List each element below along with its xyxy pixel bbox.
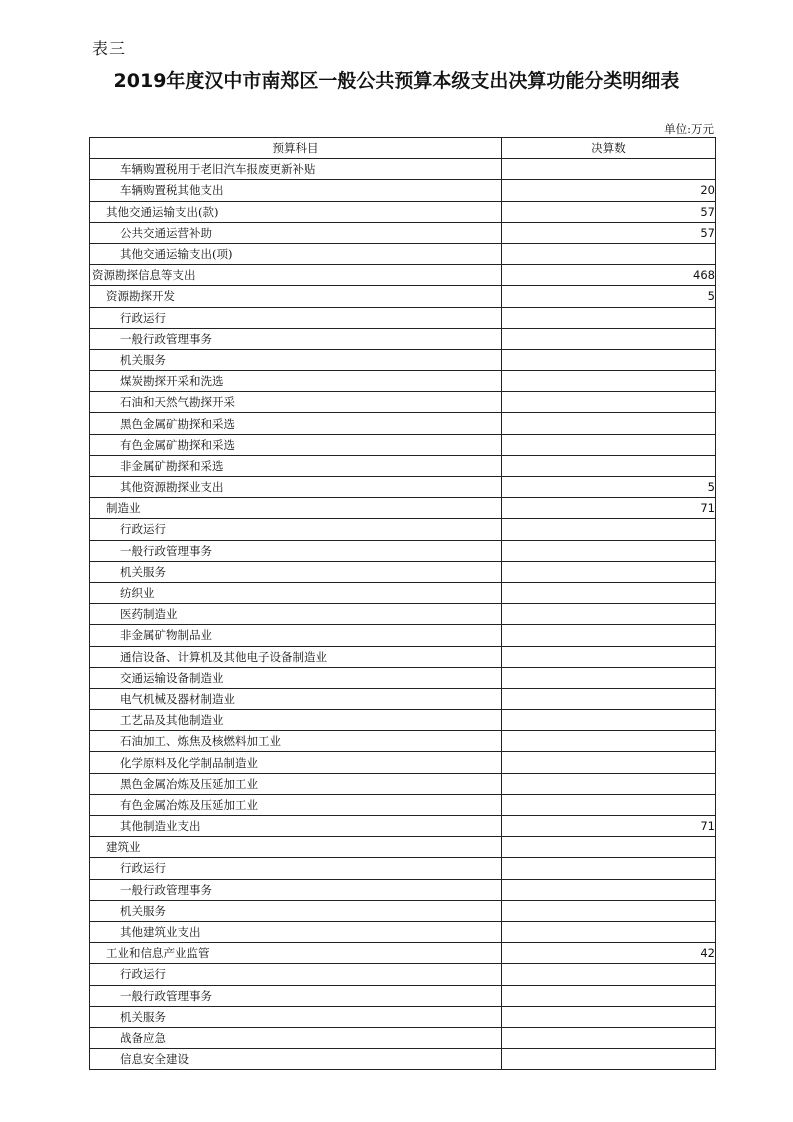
final-amount-value — [502, 392, 716, 413]
final-amount-value — [502, 667, 716, 688]
budget-item-name: 黑色金属冶炼及压延加工业 — [90, 773, 502, 794]
budget-item-name: 化学原料及化学制品制造业 — [90, 752, 502, 773]
final-amount-value: 57 — [502, 201, 716, 222]
table-row — [90, 201, 716, 222]
final-amount-value — [502, 307, 716, 328]
budget-item-name: 机关服务 — [90, 1006, 502, 1027]
table-row — [90, 392, 716, 413]
budget-table — [89, 137, 716, 1070]
final-amount-value — [502, 159, 716, 180]
table-row — [90, 371, 716, 392]
final-amount-value: 42 — [502, 943, 716, 964]
budget-item-name: 有色金属冶炼及压延加工业 — [90, 794, 502, 815]
final-amount-value: 5 — [502, 286, 716, 307]
table-row — [90, 477, 716, 498]
budget-item-name: 有色金属矿勘探和采选 — [90, 434, 502, 455]
budget-item-name: 制造业 — [90, 498, 502, 519]
final-amount-value — [502, 540, 716, 561]
budget-item-name: 非金属矿物制品业 — [90, 625, 502, 646]
budget-item-name: 医药制造业 — [90, 604, 502, 625]
final-amount-value — [502, 900, 716, 921]
table-row — [90, 222, 716, 243]
document-title: 2019年度汉中市南郑区一般公共预算本级支出决算功能分类明细表 — [113, 70, 680, 92]
table-row — [90, 837, 716, 858]
table-row — [90, 1049, 716, 1070]
final-amount-value — [502, 582, 716, 603]
unit-label: 单位:万元 — [664, 122, 714, 136]
final-amount-value — [502, 604, 716, 625]
table-row — [90, 858, 716, 879]
table-header-row — [90, 138, 716, 159]
final-amount-value — [502, 349, 716, 370]
budget-item-name: 煤炭勘探开采和洗选 — [90, 371, 502, 392]
table-row — [90, 688, 716, 709]
final-amount-value — [502, 837, 716, 858]
final-amount-value: 20 — [502, 180, 716, 201]
table-row — [90, 752, 716, 773]
budget-item-name: 其他交通运输支出(款) — [90, 201, 502, 222]
final-amount-value — [502, 646, 716, 667]
table-row — [90, 625, 716, 646]
table-row — [90, 328, 716, 349]
final-amount-value — [502, 752, 716, 773]
table-label: 表三 — [92, 39, 127, 58]
table-row — [90, 710, 716, 731]
budget-item-name: 纺织业 — [90, 582, 502, 603]
final-amount-value — [502, 710, 716, 731]
table-row — [90, 582, 716, 603]
table-row — [90, 964, 716, 985]
budget-item-name: 建筑业 — [90, 837, 502, 858]
final-amount-value — [502, 731, 716, 752]
budget-item-name: 其他制造业支出 — [90, 816, 502, 837]
table-row — [90, 1027, 716, 1048]
budget-item-name: 黑色金属矿勘探和采选 — [90, 413, 502, 434]
final-amount-value — [502, 243, 716, 264]
table-row — [90, 498, 716, 519]
budget-item-name: 车辆购置税其他支出 — [90, 180, 502, 201]
final-amount-value — [502, 413, 716, 434]
budget-item-name: 电气机械及器材制造业 — [90, 688, 502, 709]
final-amount-value — [502, 858, 716, 879]
budget-item-name: 石油和天然气勘探开采 — [90, 392, 502, 413]
budget-item-name: 行政运行 — [90, 858, 502, 879]
budget-item-name: 工艺品及其他制造业 — [90, 710, 502, 731]
final-amount-value — [502, 985, 716, 1006]
budget-item-name: 其他资源勘探业支出 — [90, 477, 502, 498]
final-amount-value — [502, 773, 716, 794]
budget-item-name: 机关服务 — [90, 349, 502, 370]
table-row — [90, 667, 716, 688]
table-row — [90, 646, 716, 667]
table-body — [90, 159, 716, 1070]
budget-item-name: 公共交通运营补助 — [90, 222, 502, 243]
budget-item-name: 一般行政管理事务 — [90, 879, 502, 900]
final-amount-value — [502, 371, 716, 392]
table-row — [90, 349, 716, 370]
final-amount-value — [502, 434, 716, 455]
final-amount-value: 5 — [502, 477, 716, 498]
final-amount-value — [502, 561, 716, 582]
table-row — [90, 604, 716, 625]
budget-item-name: 机关服务 — [90, 900, 502, 921]
header-budget-item: 预算科目 — [90, 138, 502, 159]
budget-item-name: 一般行政管理事务 — [90, 985, 502, 1006]
table-row — [90, 879, 716, 900]
budget-item-name: 一般行政管理事务 — [90, 540, 502, 561]
budget-item-name: 一般行政管理事务 — [90, 328, 502, 349]
final-amount-value — [502, 879, 716, 900]
budget-item-name: 资源勘探信息等支出 — [90, 265, 502, 286]
table-row — [90, 265, 716, 286]
table-row — [90, 286, 716, 307]
budget-item-name: 交通运输设备制造业 — [90, 667, 502, 688]
final-amount-value — [502, 794, 716, 815]
budget-item-name: 行政运行 — [90, 519, 502, 540]
table-row — [90, 180, 716, 201]
table-row — [90, 561, 716, 582]
table-row — [90, 307, 716, 328]
budget-item-name: 其他建筑业支出 — [90, 921, 502, 942]
budget-item-name: 资源勘探开发 — [90, 286, 502, 307]
table-row — [90, 413, 716, 434]
table-row — [90, 540, 716, 561]
final-amount-value — [502, 1049, 716, 1070]
final-amount-value — [502, 964, 716, 985]
budget-item-name: 通信设备、计算机及其他电子设备制造业 — [90, 646, 502, 667]
final-amount-value — [502, 1027, 716, 1048]
final-amount-value: 468 — [502, 265, 716, 286]
budget-item-name: 其他交通运输支出(项) — [90, 243, 502, 264]
final-amount-value — [502, 688, 716, 709]
budget-item-name: 工业和信息产业监管 — [90, 943, 502, 964]
table-row — [90, 985, 716, 1006]
budget-item-name: 石油加工、炼焦及核燃料加工业 — [90, 731, 502, 752]
budget-item-name: 行政运行 — [90, 307, 502, 328]
budget-item-name: 车辆购置税用于老旧汽车报废更新补贴 — [90, 159, 502, 180]
budget-item-name: 机关服务 — [90, 561, 502, 582]
final-amount-value — [502, 921, 716, 942]
budget-item-name: 信息安全建设 — [90, 1049, 502, 1070]
table-row — [90, 794, 716, 815]
table-row — [90, 731, 716, 752]
table-row — [90, 434, 716, 455]
table-row — [90, 773, 716, 794]
table-row — [90, 455, 716, 476]
table-row — [90, 159, 716, 180]
table-row — [90, 1006, 716, 1027]
final-amount-value: 57 — [502, 222, 716, 243]
final-amount-value: 71 — [502, 498, 716, 519]
final-amount-value — [502, 328, 716, 349]
final-amount-value — [502, 455, 716, 476]
table-row — [90, 519, 716, 540]
budget-item-name: 非金属矿勘探和采选 — [90, 455, 502, 476]
final-amount-value — [502, 519, 716, 540]
budget-item-name: 战备应急 — [90, 1027, 502, 1048]
table-row — [90, 921, 716, 942]
table-row — [90, 243, 716, 264]
final-amount-value: 71 — [502, 816, 716, 837]
header-final-amount: 决算数 — [502, 138, 716, 159]
budget-item-name: 行政运行 — [90, 964, 502, 985]
table-row — [90, 900, 716, 921]
table-row — [90, 816, 716, 837]
final-amount-value — [502, 1006, 716, 1027]
table-row — [90, 943, 716, 964]
final-amount-value — [502, 625, 716, 646]
